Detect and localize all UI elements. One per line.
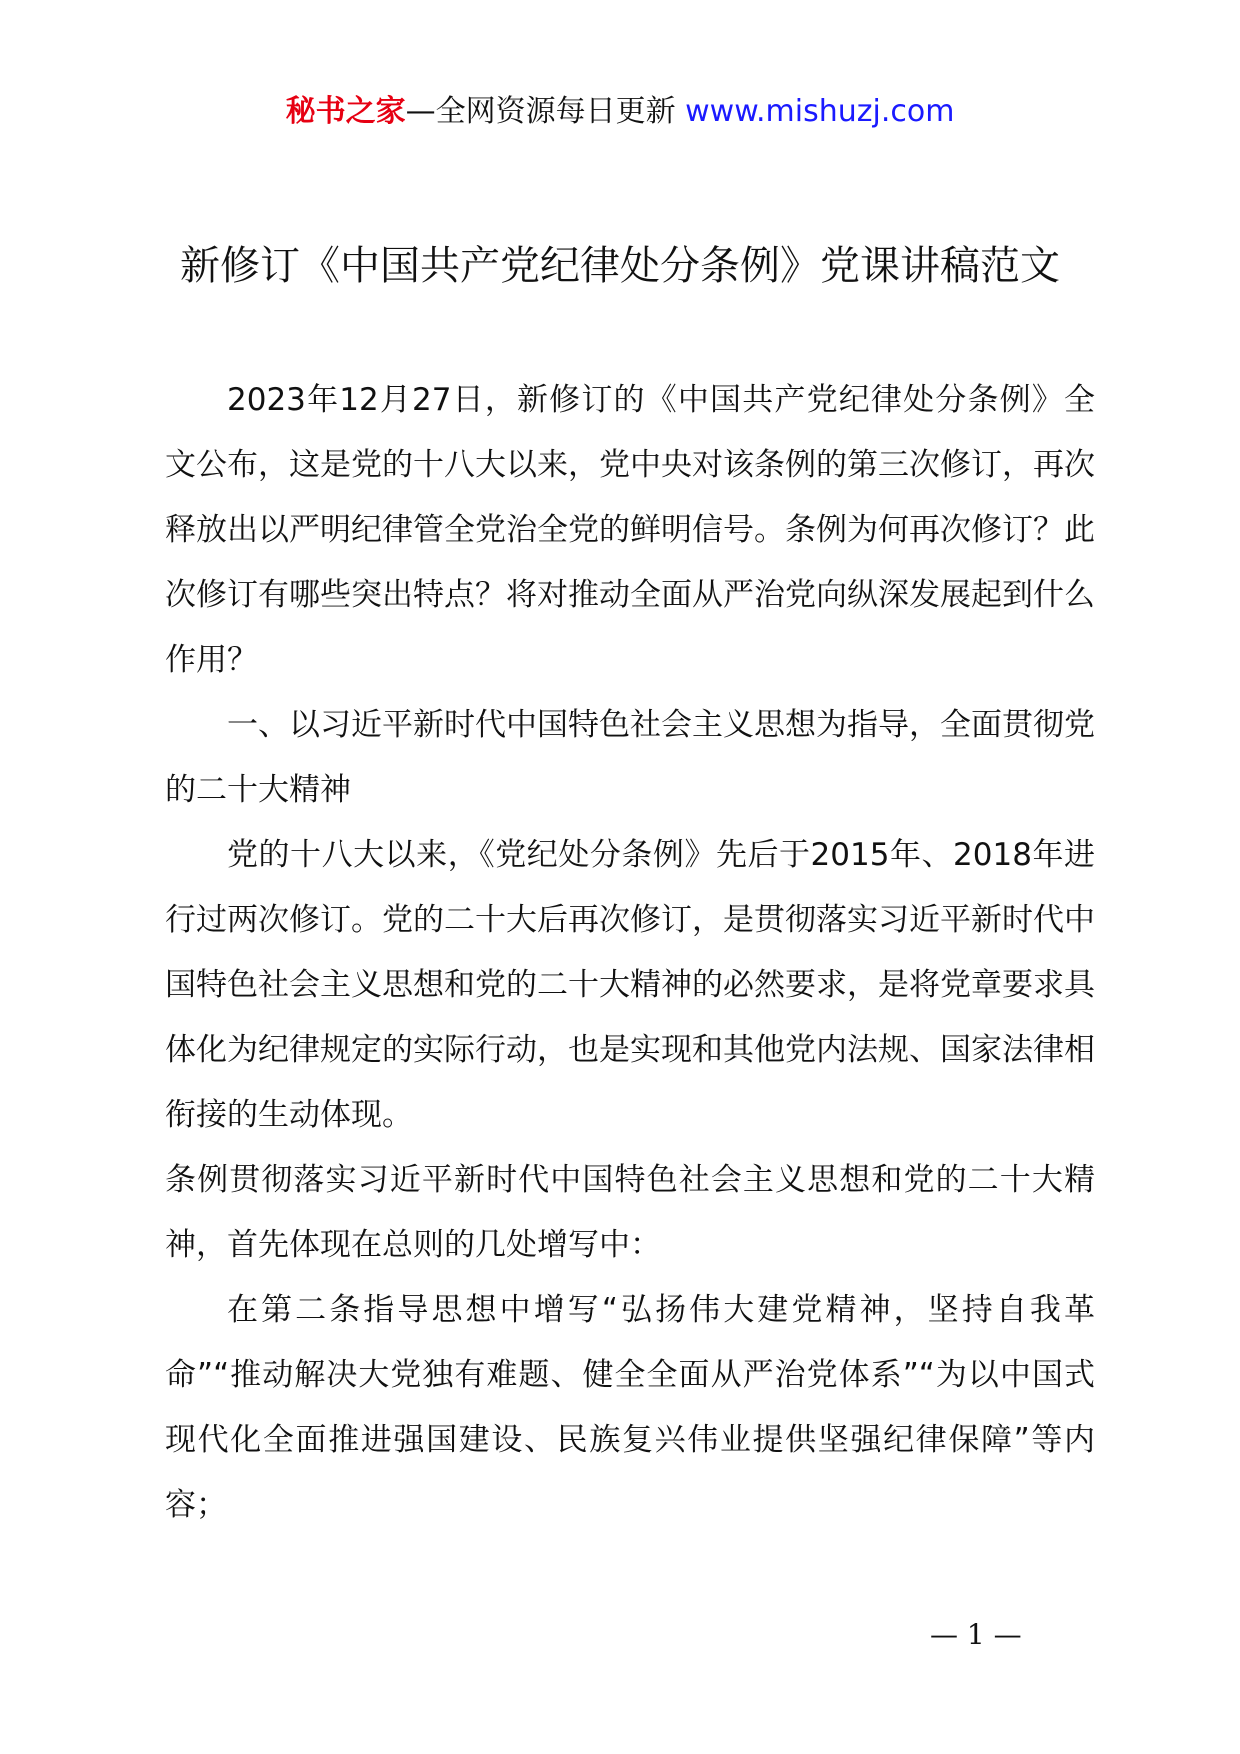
section-heading-1: 一、以习近平新时代中国特色社会主义思想为指导，全面贯彻党的二十大精神 — [165, 707, 1095, 808]
document-title: 新修订《中国共产党纪律处分条例》党课讲稿范文 — [180, 243, 1060, 289]
paragraph-general-provisions: 条例贯彻落实习近平新时代中国特色社会主义思想和党的二十大精神，首先体现在总则的几处增写中： — [165, 1162, 1095, 1263]
brand-name: 秘书之家 — [285, 94, 406, 129]
document-body — [165, 368, 1095, 1538]
header-tagline: —全网资源每日更新 — [405, 94, 686, 129]
paragraph-revision-history: 党的十八大以来，《党纪处分条例》先后于2015年、2018年进行过两次修订。党的二十大后再次修订，是贯彻落实习近平新时代中国特色社会主义思想和党的二十大精神的必然要求，是将党章要求具体化为纪律规定的实际行动，也是实现和其他党内法规、国家法律相衔接的生动体现。 — [165, 837, 1095, 1133]
paragraph-intro: 2023年12月27日，新修订的《中国共产党纪律处分条例》全文公布，这是党的十八大以来，党中央对该条例的第三次修订，再次释放出以严明纪律管全党治全党的鲜明信号。条例为何再次修订？此次修订有哪些突出特点？将对推动全面从严治党向纵深发展起到什么作用？ — [165, 382, 1095, 678]
page-number: — 1 — — [930, 1618, 1022, 1651]
paragraph-article-two: 在第二条指导思想中增写“弘扬伟大建党精神，坚持自我革命”“推动解决大党独有难题、健全全面从严治党体系”“为以中国式现代化全面推进强国建设、民族复兴伟业提供坚强纪律保障”等内容； — [165, 1292, 1095, 1523]
site-header — [0, 92, 1240, 132]
site-url-link[interactable]: www.mishuzj.com — [685, 94, 955, 129]
